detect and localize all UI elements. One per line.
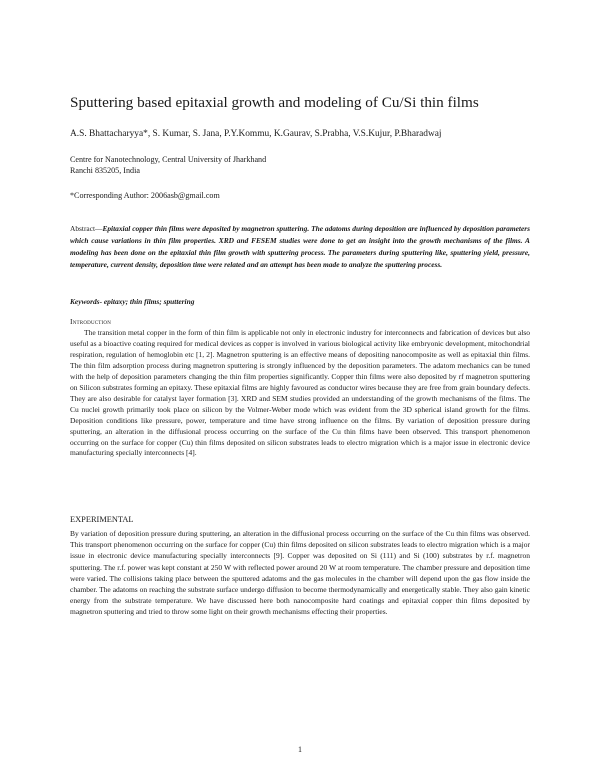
- introduction-heading: Introduction: [70, 317, 112, 326]
- abstract-lead: Abstract—: [70, 224, 103, 233]
- introduction-paragraph: The transition metal copper in the form of thin film is applicable not only in electronic industry for interconnects and fabrication of devices but also useful as a bioactive coating required for medical devices as copper is involved in various biological activity like embryonic development, mitochondrial respiration, regulation of hemoglobin etc [1, 2]. Magnetron sputtering is an effective means of depositing nanocomposite as well as epitaxial thin films. The thin film adsorption process during magnetron sputtering is strongly influenced by the deposition parameters. The adatom mechanics can be tuned with the help of deposition parameters changing the thin film properties significantly. Copper thin films were also deposited by rf magnetron sputtering on Silicon substrates forming an epitaxy. These epitaxial films are highly favoured as conductor wires because they are free from grain boundary defects. They are also desirable for catalyst layer formation [3]. XRD and SEM studies provided an understanding of the growth mechanisms of the films. The Cu nuclei growth primarily took place on silicon by the Volmer-Weber mode which was evident from the 3D spherical island growth for the films. Deposition conditions like pressure, power, temperature and time have strong influence on the films. By variation of deposition pressure during sputtering, an alteration in the diffusional process occurring on the surface of the Cu thin films have been observed. This transport phenomenon occurring on the surface for copper (Cu) thin films deposited on silicon substrates leads to electro migration which is a major issue in electronic device manufacturing specially interconnects [4].: [70, 328, 530, 458]
- experimental-heading: EXPERIMENTAL: [70, 515, 134, 524]
- affiliation: [70, 154, 470, 176]
- abstract: [70, 223, 530, 272]
- affiliation-line-1: Centre for Nanotechnology, Central University of Jharkhand: [70, 155, 267, 164]
- page-number: 1: [298, 745, 302, 754]
- keywords: Keywords- epitaxy; thin films; sputtering: [70, 297, 195, 306]
- author-list: A.S. Bhattacharyya*, S. Kumar, S. Jana, P.Y.Kommu, K.Gaurav, S.Prabha, V.S.Kujur, P.Bharadwaj: [70, 129, 442, 139]
- abstract-text: Epitaxial copper thin films were deposited by magnetron sputtering. The adatoms during deposition are influenced by deposition parameters which cause variations in thin film properties. XRD and FESEM studies were done to get an insight into the growth mechanisms of the films. A modeling has been done on the epitaxial thin film growth with sputtering process. The parameters during sputtering like, sputtering yield, pressure, temperature, current density, deposition time were related and an attempt has been made to analyze the sputtering process.: [70, 224, 530, 270]
- affiliation-line-2: Ranchi 835205, India: [70, 166, 140, 175]
- paper-title: Sputtering based epitaxial growth and modeling of Cu/Si thin films: [70, 94, 479, 111]
- corresponding-author: *Corresponding Author: 2006asb@gmail.com: [70, 191, 220, 200]
- experimental-paragraph: By variation of deposition pressure during sputtering, an alteration in the diffusional process occurring on the surface of the Cu thin films was observed. This transport phenomenon occurring on the surface for copper (Cu) thin films deposited on silicon substrates leads to electro migration which is a major issue in electronic device manufacturing specially interconnects [9]. Copper was deposited on Si (111) and Si (100) substrates by r.f. magnetron sputtering. The r.f. power was kept constant at 250 W with reflected power around 20 W at room temperature. The chamber pressure and deposition time were varied. The collisions taking place between the sputtered adatoms and the gas molecules in the chamber will depend upon the gas flow inside the chamber. The adatoms on reaching the substrate surface undergo diffusion to become thermodynamically and energetically stable. They also gain kinetic energy from the substrate temperature. We have discussed here both nanocomposite hard coatings and epitaxial copper thin films deposited by magnetron sputtering and tried to throw some light on their growth mechanisms effecting their properties.: [70, 529, 530, 617]
